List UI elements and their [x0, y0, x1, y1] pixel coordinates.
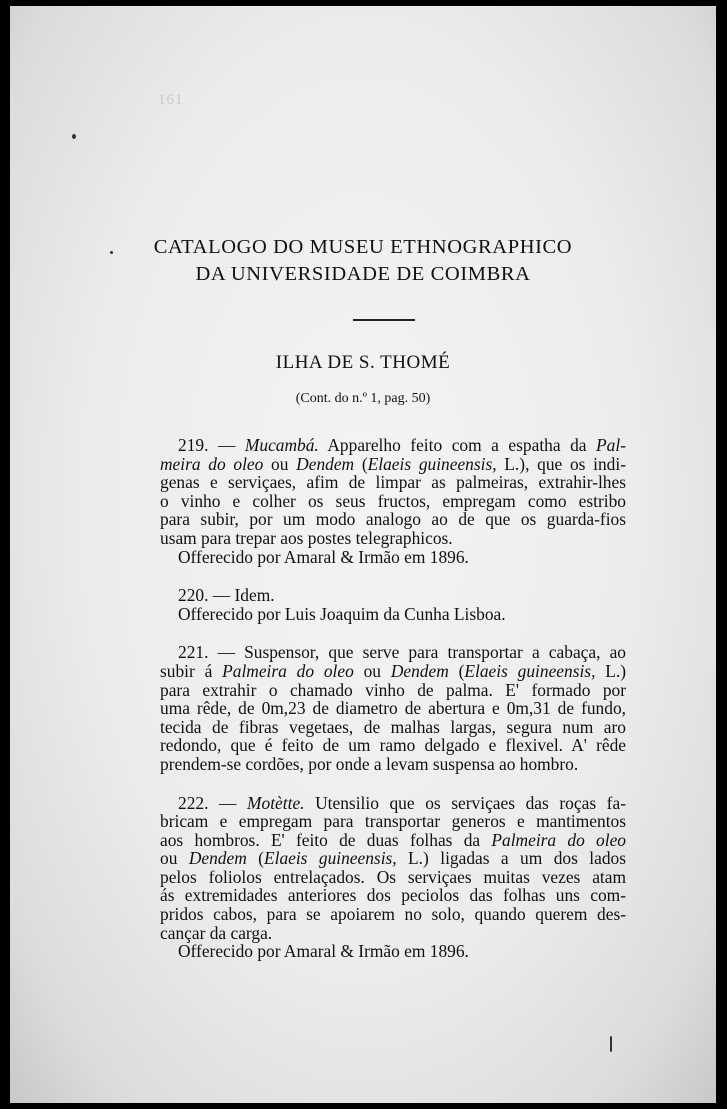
entry-line: ás extremidades anteriores dos peciolos das folhas uns com-	[160, 885, 626, 906]
running-head-faint: 161	[158, 92, 184, 108]
entry-line: uma rêde, de 0m,23 de diametro de abertura e 0m,31 de fundo,	[160, 698, 626, 719]
catalog-title-line1: CATALOGO DO MUSEU ETHNOGRAPHICO	[153, 236, 573, 258]
entry-line: usam para trepar aos postes telegraphicos.	[160, 527, 453, 548]
entry-line: redondo, que é feito de um ramo delgado e flexivel. A' rêde	[160, 735, 626, 756]
catalog-title-line2: DA UNIVERSIDADE DE COIMBRA	[195, 263, 531, 285]
entry-line: bricam e empregam para transportar generos e mantimentos	[160, 811, 626, 832]
catalog-entry	[160, 586, 626, 623]
entry-line: o vinho e colher os seus fructos, empregam como estribo	[160, 490, 626, 511]
entry-line: cançar da carga.	[160, 922, 273, 943]
catalog-entry	[160, 643, 626, 773]
entry-line: tecida de fibras vegetaes, de malhas largas, segura num aro	[160, 716, 626, 737]
entry-line: 222. — Motètte. Utensilio que os serviçaes das roças fa-	[178, 792, 626, 813]
entry-line: 221. — Suspensor, que serve para transportar a cabaça, ao	[178, 642, 626, 663]
entry-line: para extrahir o chamado vinho de palma. E' formado por	[160, 679, 626, 700]
entry-line: genas e serviçaes, afim de limpar as palmeiras, extrahir-lhes	[160, 472, 626, 493]
ink-mark	[610, 1036, 612, 1052]
ink-speck	[72, 134, 76, 139]
entry-line: prendem-se cordões, por onde a levam suspensa ao hombro.	[160, 753, 579, 774]
entry-line: para subir, por um modo analogo ao de que os guarda-fios	[160, 509, 626, 530]
document-page	[10, 6, 716, 1103]
catalog-entry	[160, 436, 626, 566]
entry-offered-by: Offerecido por Amaral & Irmão em 1896.	[178, 546, 469, 567]
entry-line: meira do oleo ou Dendem (Elaeis guineensis, L.), que os indi-	[160, 453, 626, 474]
entry-line: 219. — Mucambá. Apparelho feito com a espatha da Pal-	[178, 435, 626, 455]
continuation-note: (Cont. do n.º 1, pag. 50)	[295, 391, 431, 406]
ink-speck	[110, 251, 113, 254]
entry-offered-by: Offerecido por Amaral & Irmão em 1896.	[178, 941, 469, 962]
catalog-entry	[160, 794, 626, 961]
entry-line: ou Dendem (Elaeis guineensis, L.) ligadas a um dos lados	[160, 848, 626, 869]
section-title: ILHA DE S. THOMÉ	[275, 352, 451, 373]
entry-line: subir á Palmeira do oleo ou Dendem (Elaeis guineensis, L.)	[160, 660, 626, 681]
entry-line: pelos foliolos entrelaçados. Os serviçaes muitas vezes atam	[160, 866, 626, 887]
entry-offered-by: Offerecido por Luis Joaquim da Cunha Lisboa.	[178, 603, 506, 624]
entry-line: 220. — Idem.	[178, 585, 275, 606]
title-rule	[353, 319, 415, 321]
entry-line: aos hombros. E' feito de duas folhas da Palmeira do oleo	[160, 829, 627, 850]
catalog-entries	[160, 436, 626, 981]
entry-line: pridos cabos, para se apoiarem no solo, quando querem des-	[160, 904, 626, 925]
